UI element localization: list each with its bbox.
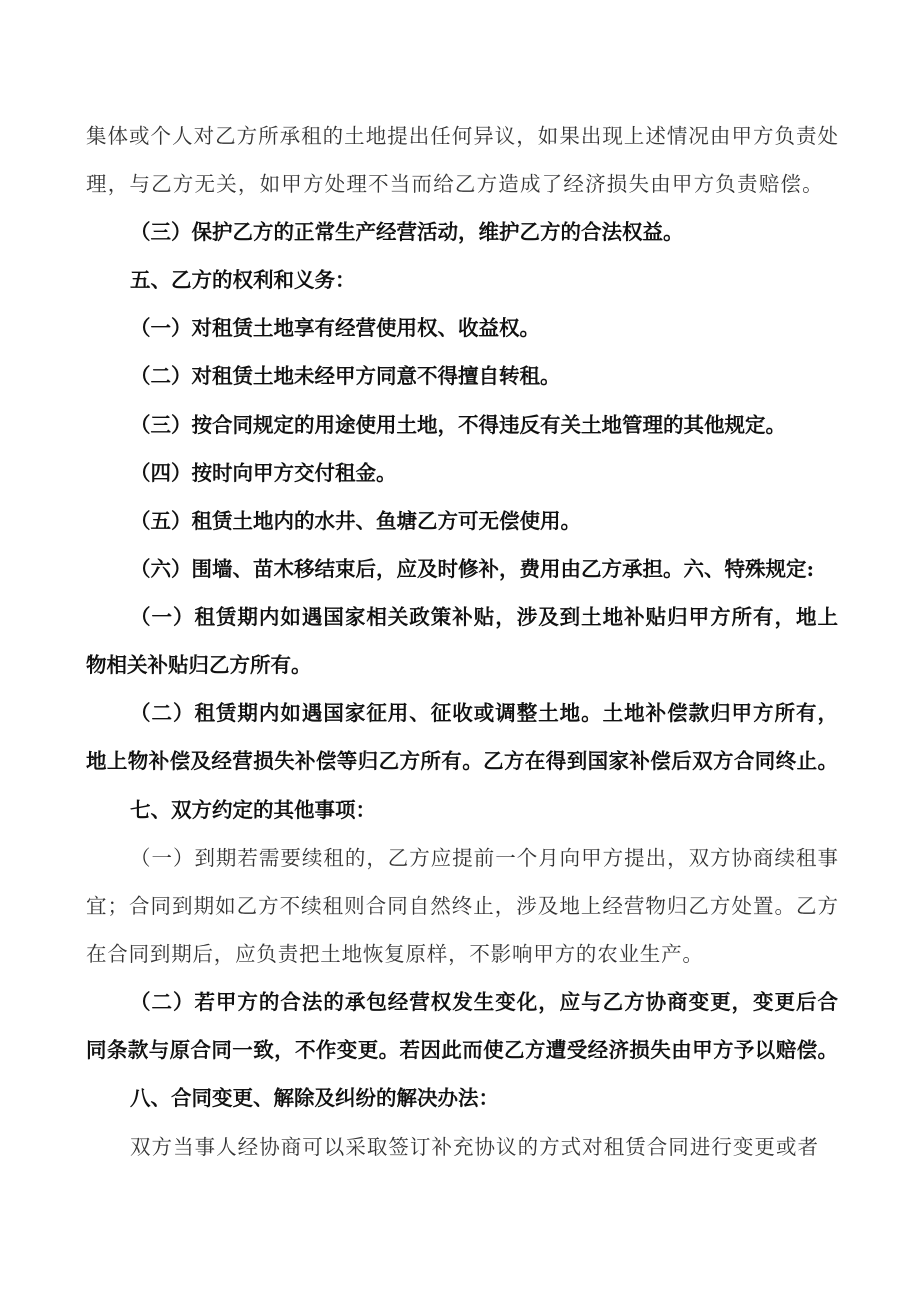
paragraph-line: 物相关补贴归乙方所有。 <box>86 653 312 677</box>
paragraph-line: （四）按时向甲方交付租金。 <box>130 461 397 485</box>
paragraph-line: 同条款与原合同一致，不作变更。若因此而使乙方遭受经济损失由甲方予以赔偿。 <box>86 1038 838 1062</box>
section-heading: 八、合同变更、解除及纠纷的解决办法： <box>130 1086 499 1110</box>
paragraph-line: 集体或个人对乙方所承租的土地提出任何异议，如果出现上述情况由甲方负责处 <box>86 124 838 148</box>
paragraph-line: （二）若甲方的合法的承包经营权发生变化，应与乙方协商变更，变更后合 <box>130 990 838 1014</box>
paragraph-line: 在合同到期后，应负责把土地恢复原样，不影响甲方的农业生产。 <box>86 942 704 966</box>
paragraph-line: （一）对租赁土地享有经营使用权、收益权。 <box>130 316 540 340</box>
paragraph-line: （一）到期若需要续租的，乙方应提前一个月向甲方提出，双方协商续租事 <box>130 846 838 870</box>
paragraph-line: 理，与乙方无关，如甲方处理不当而给乙方造成了经济损失由甲方负责赔偿。 <box>86 172 824 196</box>
section-heading: 五、乙方的权利和义务： <box>130 268 356 292</box>
section-heading: 七、双方约定的其他事项： <box>130 798 376 822</box>
paragraph-line: （二）租赁期内如遇国家征用、征收或调整土地。土地补偿款归甲方所有， <box>130 701 838 725</box>
paragraph-line: 地上物补偿及经营损失补偿等归乙方所有。乙方在得到国家补偿后双方合同终止。 <box>86 749 838 773</box>
paragraph-line: （三）按合同规定的用途使用土地，不得违反有关土地管理的其他规定。 <box>130 413 786 437</box>
paragraph-line: 双方当事人经协商可以采取签订补充协议的方式对租赁合同进行变更或者 <box>130 1135 818 1159</box>
paragraph-line: （二）对租赁土地未经甲方同意不得擅自转租。 <box>130 364 561 388</box>
paragraph-line: （一）租赁期内如遇国家相关政策补贴，涉及到土地补贴归甲方所有，地上 <box>130 605 838 629</box>
paragraph-line: 宜；合同到期如乙方不续租则合同自然终止，涉及地上经营物归乙方处置。乙方 <box>86 894 838 918</box>
paragraph-line: （六）围墙、苗木移结束后，应及时修补，费用由乙方承担。六、特殊规定: <box>130 557 815 581</box>
paragraph-line: （五）租赁土地内的水井、鱼塘乙方可无偿使用。 <box>130 509 581 533</box>
paragraph-line: （三）保护乙方的正常生产经营活动，维护乙方的合法权益。 <box>130 220 684 244</box>
